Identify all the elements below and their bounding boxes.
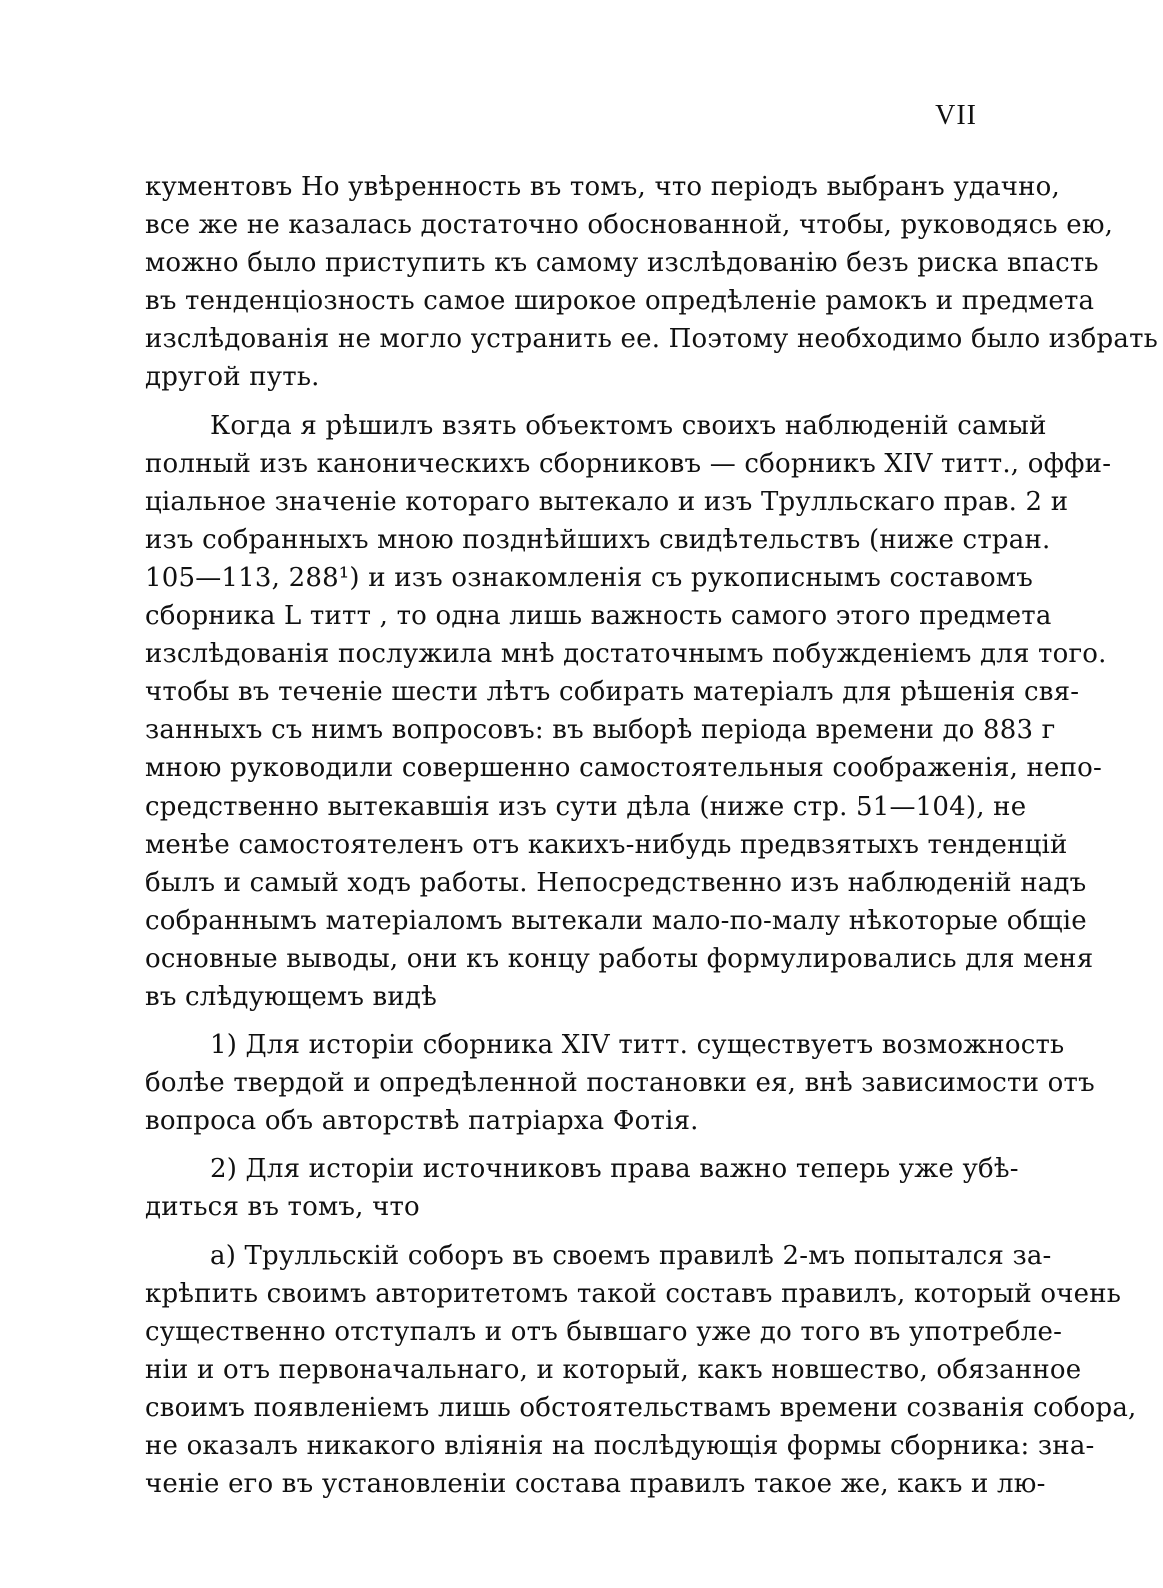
- numbered-paragraph: [145, 1026, 1095, 1140]
- text-line: менѣе самостоятеленъ отъ какихъ-нибудь предвзятыхъ тенденцiй: [145, 829, 1068, 860]
- text-line: диться въ томъ, что: [145, 1192, 420, 1223]
- paragraph: [145, 407, 1112, 1017]
- paragraph-gap: [145, 1016, 975, 1026]
- text-line: 105—113, 288¹) и изъ ознакомленiя съ рукописнымъ составомъ: [145, 562, 1033, 593]
- text-line: крѣпить своимъ авторитетомъ такой составъ правилъ, который очень: [145, 1278, 1122, 1309]
- text-line: цiальное значенiе котораго вытекало и изъ Трулльскаго прав. 2 и: [145, 486, 1069, 517]
- text-line: 2) Для исторiи источниковъ права важно теперь уже убѣ-: [210, 1154, 1019, 1185]
- text-line: а) Трулльскiй соборъ въ своемъ правилѣ 2-мъ попытался за-: [210, 1240, 1052, 1271]
- text-line: другой путь.: [145, 362, 320, 393]
- text-line: въ слѣдующемъ видѣ: [145, 981, 437, 1012]
- text-line: 1) Для исторiи сборника XIV титт. существуетъ возможность: [210, 1030, 1065, 1061]
- text-line: кументовъ Но увѣренность въ томъ, что перiодъ выбранъ удачно,: [145, 172, 1061, 202]
- text-line: сборника L титт , то одна лишь важность самого этого предмета: [145, 601, 1052, 632]
- lettered-paragraph: [145, 1237, 1137, 1504]
- text-line: средственно вытекавшiя изъ сути дѣла (ниже стр. 51—104), не: [145, 791, 1027, 822]
- paragraph-gap: [145, 1140, 975, 1150]
- text-line: можно было приступить къ самому изслѣдованiю безъ риска впасть: [145, 248, 1099, 279]
- text-line: своимъ появленiемъ лишь обстоятельствамъ времени созванiя собора,: [145, 1392, 1137, 1423]
- text-line: болѣе твердой и опредѣленной постановки ея, внѣ зависимости отъ: [145, 1068, 1095, 1099]
- text-line: основные выводы, они къ концу работы формулировались для меня: [145, 943, 1094, 974]
- text-line: ченiе его въ установленiи состава правилъ такое же, какъ и лю-: [145, 1469, 1046, 1500]
- text-line: изслѣдованiя послужила мнѣ достаточнымъ побужденiемъ для того.: [145, 639, 1107, 670]
- body-text: [145, 168, 1159, 1503]
- text-line: изъ собранныхъ мною позднѣйшихъ свидѣтельствъ (ниже стран.: [145, 524, 1051, 555]
- text-line: не оказалъ никакого влiянiя на послѣдующiя формы сборника: зна-: [145, 1431, 1095, 1461]
- text-line: въ тенденцiозность самое широкое опредѣленiе рамокъ и предмета: [145, 286, 1095, 317]
- text-line: былъ и самый ходъ работы. Непосредственно изъ наблюденiй надъ: [145, 867, 1087, 898]
- numbered-paragraph: [145, 1150, 1019, 1226]
- text-line: все же не казалась достаточно обоснованной, чтобы, руководясь ею,: [145, 210, 1114, 241]
- text-line: Когда я рѣшилъ взять объектомъ своихъ наблюденiй самый: [210, 410, 1047, 441]
- text-line: нiи и отъ первоначальнаго, и который, какъ новшество, обязанное: [145, 1354, 1082, 1385]
- text-line: мною руководили совершенно самостоятельныя соображенiя, непо-: [145, 753, 1103, 784]
- text-line: полный изъ каноническихъ сборниковъ — сборникъ XIV титт., оффи-: [145, 448, 1112, 479]
- text-line: чтобы въ теченiе шести лѣтъ собирать матерiалъ для рѣшенiя свя-: [145, 677, 1080, 708]
- paragraph-gap: [145, 1227, 975, 1237]
- text-line: изслѣдованiя не могло устранить ее. Поэтому необходимо было избрать: [145, 324, 1159, 355]
- text-line: занныхъ съ нимъ вопросовъ: въ выборѣ перiода времени до 883 г: [145, 715, 1056, 746]
- text-line: вопроса объ авторствѣ патрiарха Фотiя.: [145, 1106, 699, 1137]
- text-line: собраннымъ матерiаломъ вытекали мало-по-малу нѣкоторые общiе: [145, 905, 1087, 936]
- text-line: существенно отступалъ и отъ бывшаго уже до того въ употребле-: [145, 1316, 1063, 1347]
- paragraph: [145, 168, 1159, 397]
- page-number: VII: [935, 100, 977, 131]
- paragraph-gap: [145, 397, 975, 407]
